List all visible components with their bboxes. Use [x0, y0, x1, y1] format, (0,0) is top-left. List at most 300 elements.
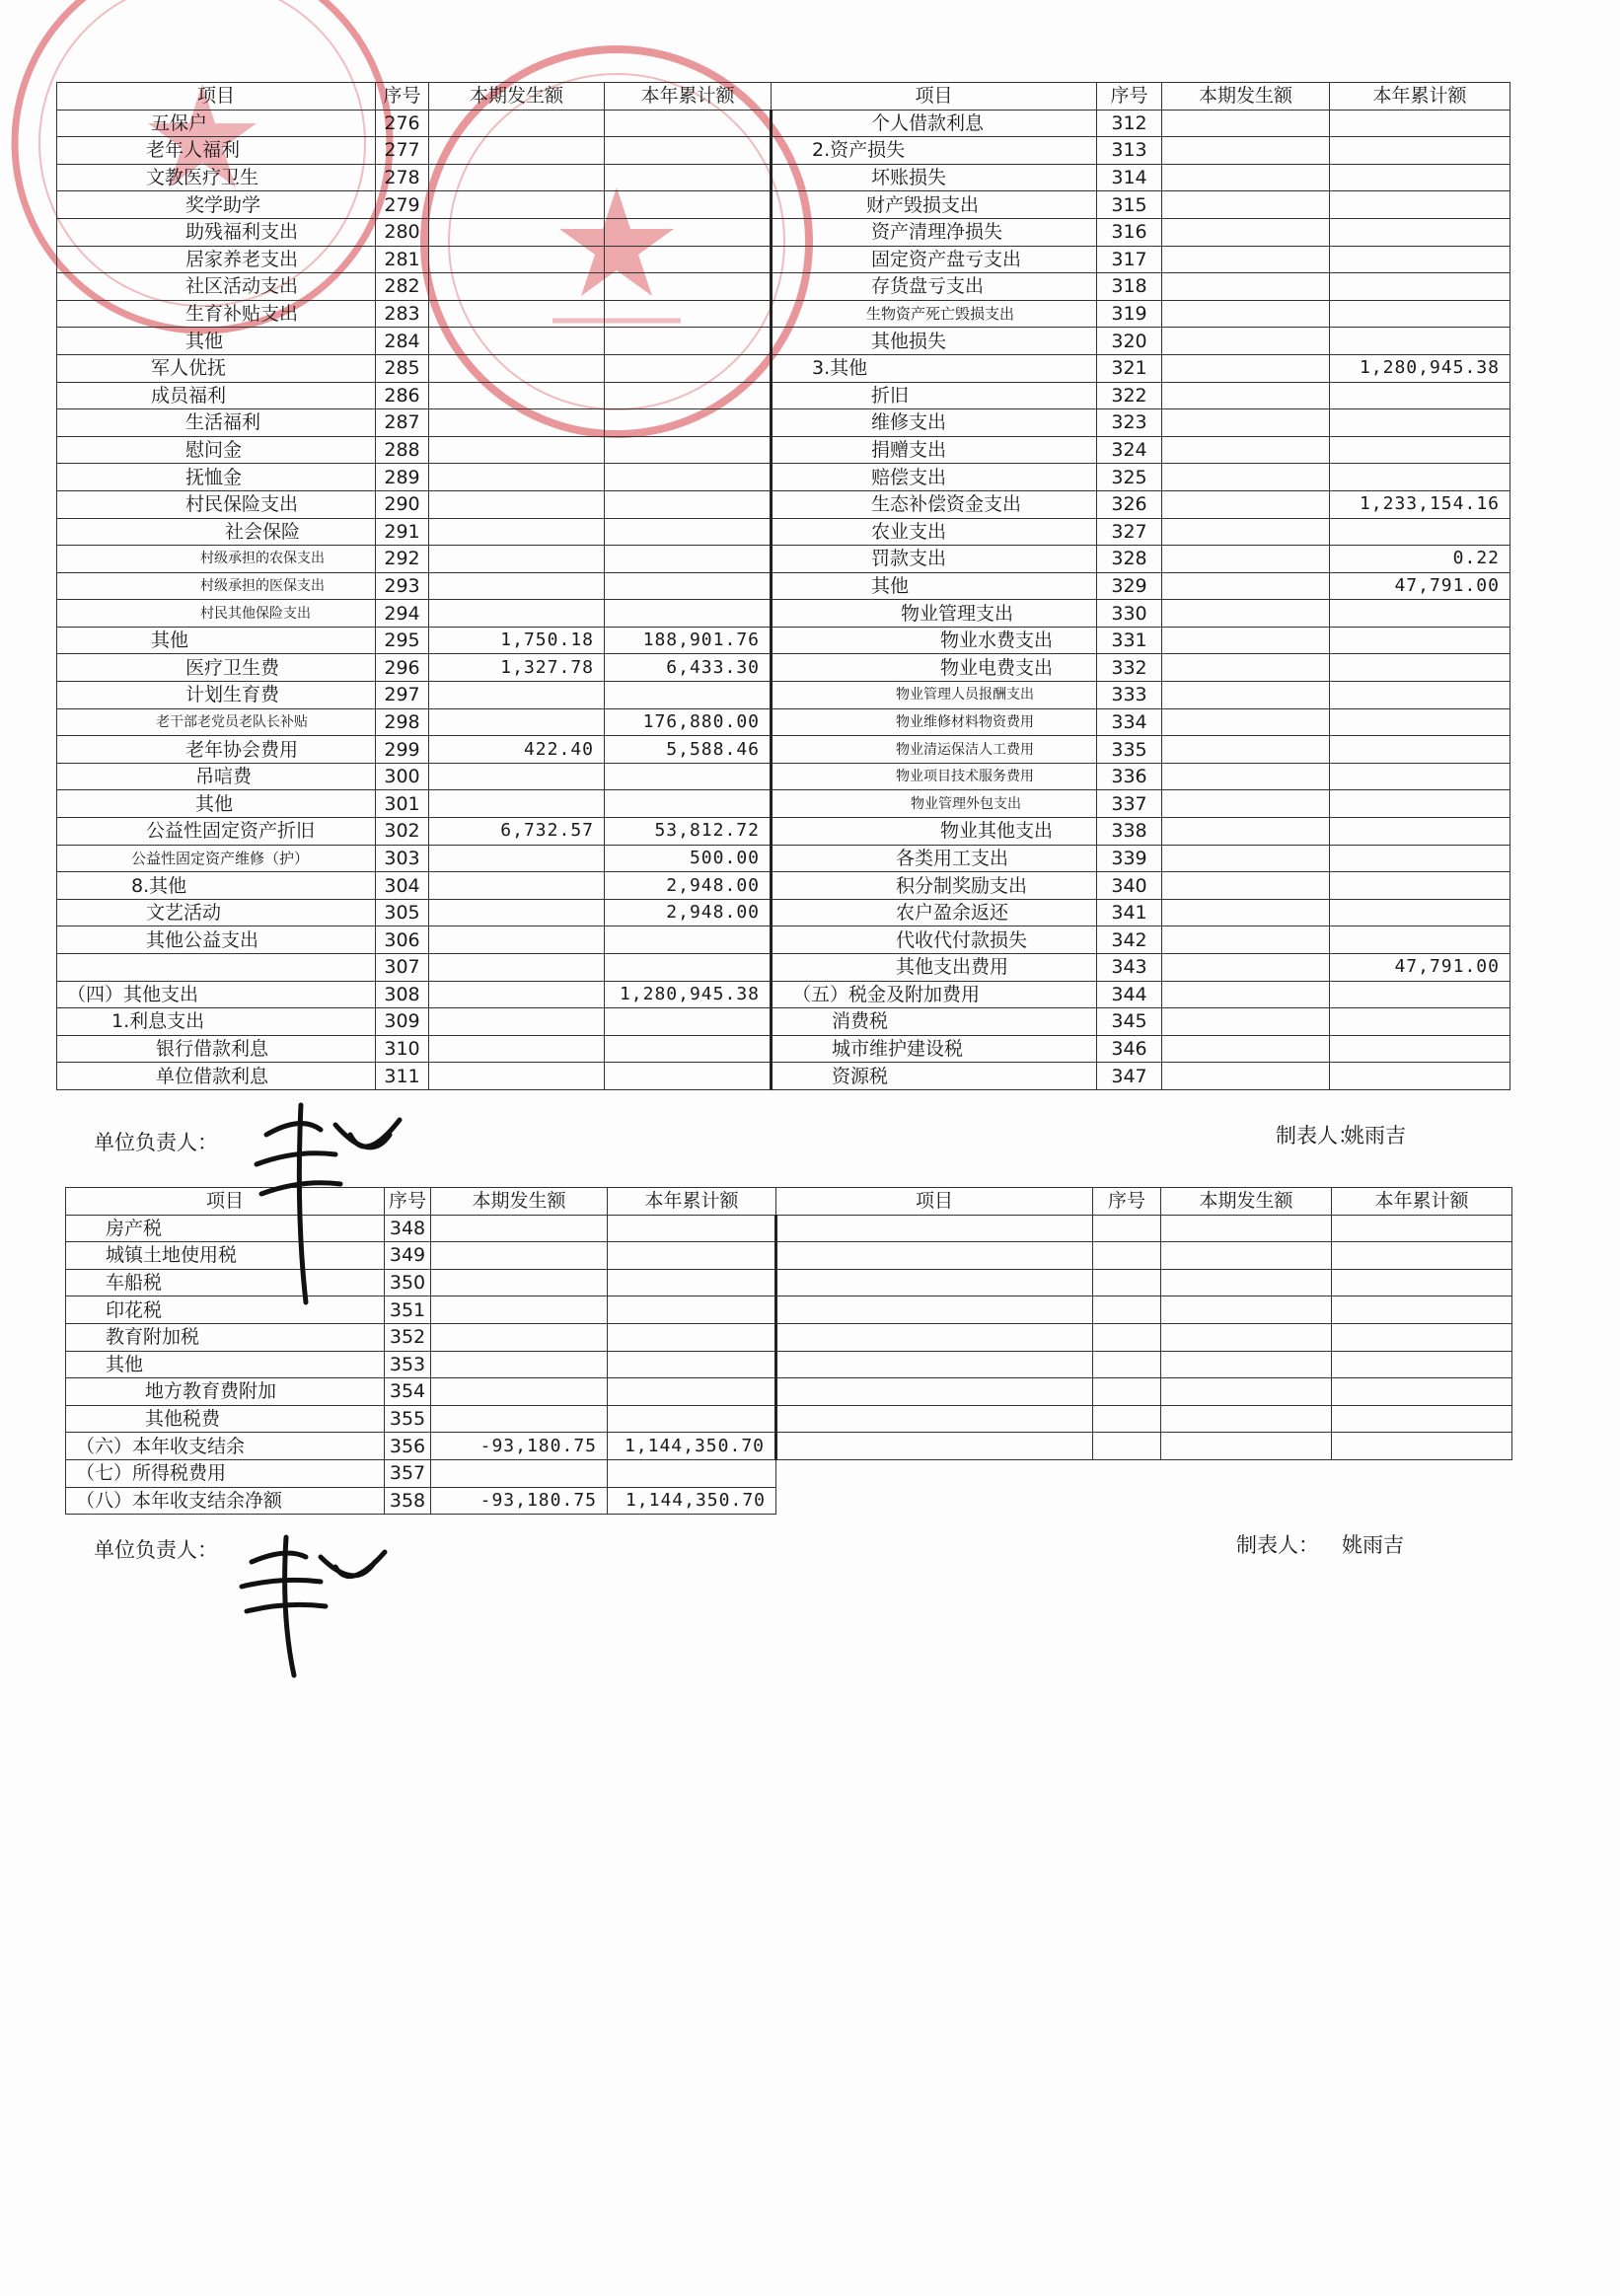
ytd-amount-cell — [605, 954, 772, 982]
table-row — [57, 246, 1510, 273]
ytd-amount-cell — [608, 1459, 776, 1487]
ytd-amount-cell — [605, 218, 772, 246]
ytd-amount-cell: 500.00 — [605, 845, 772, 872]
period-amount-cell — [431, 1378, 608, 1406]
table-row — [66, 1405, 1512, 1433]
ytd-amount-cell — [608, 1215, 776, 1242]
seq-number-cell: 294 — [376, 600, 429, 628]
period-amount-cell — [429, 382, 605, 409]
ytd-amount-cell — [1332, 1433, 1512, 1460]
ytd-amount-cell: 2,948.00 — [605, 899, 772, 926]
period-amount-cell — [1162, 300, 1330, 328]
item-name-cell: 社会保险 — [57, 518, 376, 546]
item-name-cell: （七）所得税费用 — [66, 1459, 385, 1487]
item-name-cell: 其他 — [772, 572, 1097, 600]
period-amount-cell — [1161, 1323, 1332, 1351]
item-name-cell — [776, 1296, 1093, 1324]
period-amount-cell — [1162, 1035, 1330, 1063]
period-amount-cell — [1162, 1008, 1330, 1036]
table-row — [57, 682, 1510, 709]
period-amount-cell — [429, 926, 605, 954]
item-name-cell: （八）本年收支结余净额 — [66, 1487, 385, 1515]
item-name-cell: 其他损失 — [772, 328, 1097, 355]
seq-number-cell: 350 — [385, 1269, 431, 1296]
table-row — [57, 300, 1510, 328]
seq-number-cell: 318 — [1097, 273, 1162, 301]
period-amount-cell — [429, 273, 605, 301]
ytd-amount-cell — [605, 164, 772, 191]
table-row — [57, 763, 1510, 790]
period-amount-cell: 1,327.78 — [429, 654, 605, 682]
item-name-cell: 车船税 — [66, 1269, 385, 1296]
item-name-cell: 捐赠支出 — [772, 436, 1097, 464]
period-amount-cell — [429, 790, 605, 818]
ytd-amount-cell — [605, 926, 772, 954]
seq-number-cell: 287 — [376, 409, 429, 437]
ytd-amount-cell — [1332, 1296, 1512, 1324]
preparer-name: 姚雨吉 — [1344, 1124, 1406, 1148]
table-row — [57, 1008, 1510, 1036]
seq-number-cell: 351 — [385, 1296, 431, 1324]
ytd-amount-cell — [1330, 1063, 1510, 1090]
item-name-cell: 慰问金 — [57, 436, 376, 464]
item-name-cell: 物业水费支出 — [772, 627, 1097, 654]
period-amount-cell — [429, 546, 605, 573]
ytd-amount-cell: 47,791.00 — [1330, 572, 1510, 600]
seq-number-cell: 319 — [1097, 300, 1162, 328]
period-amount-cell — [1162, 736, 1330, 764]
period-amount-cell — [429, 246, 605, 273]
period-amount-cell — [1161, 1242, 1332, 1270]
seq-number-cell: 281 — [376, 246, 429, 273]
period-amount-cell — [1162, 354, 1330, 382]
item-name-cell — [776, 1433, 1093, 1460]
preparer-label: 制表人： — [1236, 1533, 1319, 1557]
item-name-cell: 村级承担的医保支出 — [57, 572, 376, 600]
ytd-amount-cell — [605, 300, 772, 328]
ytd-amount-cell — [1330, 654, 1510, 682]
preparer-name: 姚雨吉 — [1342, 1533, 1404, 1557]
ytd-amount-cell — [1330, 436, 1510, 464]
ytd-amount-cell — [1330, 981, 1510, 1008]
ytd-amount-cell: 188,901.76 — [605, 627, 772, 654]
seq-number-cell: 332 — [1097, 654, 1162, 682]
period-amount-cell — [429, 354, 605, 382]
period-amount-cell — [1161, 1351, 1332, 1378]
ytd-amount-cell — [608, 1351, 776, 1378]
seq-number-cell: 356 — [385, 1433, 431, 1460]
period-amount-cell — [1162, 409, 1330, 437]
table-row — [66, 1242, 1512, 1270]
table-row — [57, 572, 1510, 600]
ytd-amount-cell — [1330, 872, 1510, 900]
seq-number-cell: 288 — [376, 436, 429, 464]
item-name-cell: 文艺活动 — [57, 899, 376, 926]
seq-number-cell: 284 — [376, 328, 429, 355]
item-name-cell: 老干部老党员老队长补贴 — [57, 708, 376, 736]
ytd-amount-cell — [1330, 790, 1510, 818]
seq-number-cell — [1093, 1378, 1161, 1406]
period-amount-cell — [429, 1035, 605, 1063]
item-name-cell: 物业管理人员报酬支出 — [772, 682, 1097, 709]
table-row — [57, 872, 1510, 900]
seq-number-cell — [1093, 1323, 1161, 1351]
seq-number-cell: 297 — [376, 682, 429, 709]
period-amount-cell — [1162, 137, 1330, 165]
ytd-amount-cell: 0.22 — [1330, 546, 1510, 573]
item-name-cell: 折旧 — [772, 382, 1097, 409]
ytd-amount-cell — [605, 137, 772, 165]
col-header-item: 项目 — [776, 1188, 1093, 1216]
table-row — [57, 354, 1510, 382]
period-amount-cell — [1162, 926, 1330, 954]
ytd-amount-cell — [608, 1405, 776, 1433]
item-name-cell: 计划生育费 — [57, 682, 376, 709]
seq-number-cell: 347 — [1097, 1063, 1162, 1090]
seq-number-cell: 286 — [376, 382, 429, 409]
ytd-amount-cell — [1330, 682, 1510, 709]
item-name-cell: 1.利息支出 — [57, 1008, 376, 1036]
seq-number-cell: 328 — [1097, 546, 1162, 573]
ytd-amount-cell — [605, 246, 772, 273]
col-header-period: 本期发生额 — [1162, 83, 1330, 111]
ytd-amount-cell — [605, 490, 772, 518]
col-header-ytd: 本年累计额 — [605, 83, 772, 111]
item-name-cell — [776, 1323, 1093, 1351]
ytd-amount-cell — [1330, 1035, 1510, 1063]
ytd-amount-cell — [1330, 818, 1510, 846]
col-header-item: 项目 — [66, 1188, 385, 1216]
ytd-amount-cell: 1,233,154.16 — [1330, 490, 1510, 518]
col-header-period: 本期发生额 — [1161, 1188, 1332, 1216]
period-amount-cell — [1162, 981, 1330, 1008]
period-amount-cell — [1162, 191, 1330, 219]
period-amount-cell — [429, 464, 605, 491]
period-amount-cell — [1162, 572, 1330, 600]
ytd-amount-cell — [1332, 1351, 1512, 1378]
ytd-amount-cell — [1332, 1215, 1512, 1242]
table-row — [57, 409, 1510, 437]
item-name-cell: 资产清理净损失 — [772, 218, 1097, 246]
ytd-amount-cell: 47,791.00 — [1330, 954, 1510, 982]
period-amount-cell — [429, 763, 605, 790]
seq-number-cell: 355 — [385, 1405, 431, 1433]
period-amount-cell — [431, 1405, 608, 1433]
ytd-amount-cell — [1330, 164, 1510, 191]
item-name-cell: 城镇土地使用税 — [66, 1242, 385, 1270]
seq-number-cell: 304 — [376, 872, 429, 900]
period-amount-cell: 6,732.57 — [429, 818, 605, 846]
ytd-amount-cell — [608, 1378, 776, 1406]
item-name-cell — [776, 1351, 1093, 1378]
seq-number-cell: 323 — [1097, 409, 1162, 437]
seq-number-cell: 310 — [376, 1035, 429, 1063]
table-row — [57, 654, 1510, 682]
ytd-amount-cell — [1332, 1242, 1512, 1270]
seq-number-cell: 349 — [385, 1242, 431, 1270]
preparer-label: 制表人： — [1276, 1124, 1359, 1148]
ytd-amount-cell — [605, 763, 772, 790]
item-name-cell: 财产毁损支出 — [772, 191, 1097, 219]
seq-number-cell: 311 — [376, 1063, 429, 1090]
seq-number-cell: 300 — [376, 763, 429, 790]
item-name-cell: 单位借款利息 — [57, 1063, 376, 1090]
table-row — [66, 1378, 1512, 1406]
table-row — [57, 818, 1510, 846]
ytd-amount-cell — [608, 1269, 776, 1296]
period-amount-cell — [1162, 682, 1330, 709]
col-header-item: 项目 — [772, 83, 1097, 111]
table-row — [57, 1035, 1510, 1063]
seq-number-cell: 326 — [1097, 490, 1162, 518]
item-name-cell: 物业电费支出 — [772, 654, 1097, 682]
item-name-cell: 助残福利支出 — [57, 218, 376, 246]
col-header-seq: 序号 — [1097, 83, 1162, 111]
period-amount-cell — [1162, 110, 1330, 137]
item-name-cell: 奖学助学 — [57, 191, 376, 219]
item-name-cell: 罚款支出 — [772, 546, 1097, 573]
ytd-amount-cell — [1330, 409, 1510, 437]
period-amount-cell: 1,750.18 — [429, 627, 605, 654]
seq-number-cell: 344 — [1097, 981, 1162, 1008]
seq-number-cell: 298 — [376, 708, 429, 736]
expense-table-upper — [56, 82, 1510, 1090]
period-amount-cell — [1162, 246, 1330, 273]
seq-number-cell: 357 — [385, 1459, 431, 1487]
item-name-cell — [776, 1378, 1093, 1406]
seq-number-cell — [1093, 1242, 1161, 1270]
seq-number-cell — [1093, 1351, 1161, 1378]
seq-number-cell: 312 — [1097, 110, 1162, 137]
item-name-cell: 村民其他保险支出 — [57, 600, 376, 628]
ytd-amount-cell — [605, 546, 772, 573]
col-header-period: 本期发生额 — [431, 1188, 608, 1216]
seq-number-cell: 302 — [376, 818, 429, 846]
period-amount-cell — [1162, 627, 1330, 654]
seq-number-cell: 280 — [376, 218, 429, 246]
ytd-amount-cell — [605, 1008, 772, 1036]
period-amount-cell — [1161, 1215, 1332, 1242]
item-name-cell: 物业清运保洁人工费用 — [772, 736, 1097, 764]
seq-number-cell: 309 — [376, 1008, 429, 1036]
item-name-cell: 其他 — [57, 790, 376, 818]
seq-number-cell: 317 — [1097, 246, 1162, 273]
ytd-amount-cell — [608, 1296, 776, 1324]
seq-number-cell — [1093, 1215, 1161, 1242]
item-name-cell: 赔偿支出 — [772, 464, 1097, 491]
table-row — [57, 191, 1510, 219]
period-amount-cell — [1162, 872, 1330, 900]
period-amount-cell — [1162, 164, 1330, 191]
ytd-amount-cell — [605, 110, 772, 137]
period-amount-cell — [429, 110, 605, 137]
period-amount-cell — [429, 572, 605, 600]
ytd-amount-cell — [1330, 1008, 1510, 1036]
item-name-cell: 银行借款利息 — [57, 1035, 376, 1063]
period-amount-cell — [1162, 818, 1330, 846]
seq-number-cell: 329 — [1097, 572, 1162, 600]
seq-number-cell: 295 — [376, 627, 429, 654]
col-header-ytd: 本年累计额 — [608, 1188, 776, 1216]
item-name-cell: 农户盈余返还 — [772, 899, 1097, 926]
table-row — [66, 1323, 1512, 1351]
seq-number-cell: 296 — [376, 654, 429, 682]
period-amount-cell — [431, 1269, 608, 1296]
table-row — [57, 436, 1510, 464]
period-amount-cell — [1162, 654, 1330, 682]
item-name-cell: 老年协会费用 — [57, 736, 376, 764]
item-name-cell: 文教医疗卫生 — [57, 164, 376, 191]
ytd-amount-cell — [1330, 736, 1510, 764]
period-amount-cell — [1162, 708, 1330, 736]
seq-number-cell: 348 — [385, 1215, 431, 1242]
unit-head-label: 单位负责人： — [94, 1131, 218, 1154]
seq-number-cell: 278 — [376, 164, 429, 191]
item-name-cell — [776, 1215, 1093, 1242]
ytd-amount-cell — [605, 273, 772, 301]
seq-number-cell: 322 — [1097, 382, 1162, 409]
ytd-amount-cell — [605, 790, 772, 818]
ytd-amount-cell — [1330, 600, 1510, 628]
ytd-amount-cell — [605, 436, 772, 464]
item-name-cell: 生育补贴支出 — [57, 300, 376, 328]
ytd-amount-cell — [1330, 137, 1510, 165]
period-amount-cell — [1162, 954, 1330, 982]
period-amount-cell — [429, 490, 605, 518]
item-name-cell: 3.其他 — [772, 354, 1097, 382]
item-name-cell: 积分制奖励支出 — [772, 872, 1097, 900]
item-name-cell — [776, 1269, 1093, 1296]
col-header-seq: 序号 — [385, 1188, 431, 1216]
period-amount-cell — [429, 518, 605, 546]
item-name-cell: 地方教育费附加 — [66, 1378, 385, 1406]
table-row — [66, 1296, 1512, 1324]
seq-number-cell: 291 — [376, 518, 429, 546]
seq-number-cell: 289 — [376, 464, 429, 491]
seq-number-cell: 341 — [1097, 899, 1162, 926]
seq-number-cell: 324 — [1097, 436, 1162, 464]
item-name-cell: （四）其他支出 — [57, 981, 376, 1008]
ytd-amount-cell — [1330, 845, 1510, 872]
period-amount-cell — [1161, 1405, 1332, 1433]
item-name-cell: 其他 — [66, 1351, 385, 1378]
table-row — [57, 845, 1510, 872]
seq-number-cell: 305 — [376, 899, 429, 926]
seq-number-cell: 321 — [1097, 354, 1162, 382]
period-amount-cell — [429, 708, 605, 736]
table-row — [57, 518, 1510, 546]
item-name-cell: 坏账损失 — [772, 164, 1097, 191]
item-name-cell: 个人借款利息 — [772, 110, 1097, 137]
period-amount-cell — [1161, 1378, 1332, 1406]
item-name-cell: 物业管理支出 — [772, 600, 1097, 628]
ytd-amount-cell: 176,880.00 — [605, 708, 772, 736]
item-name-cell: 社区活动支出 — [57, 273, 376, 301]
table-row — [57, 464, 1510, 491]
period-amount-cell — [1161, 1269, 1332, 1296]
ytd-amount-cell: 1,144,350.70 — [608, 1487, 776, 1515]
period-amount-cell — [429, 682, 605, 709]
seq-number-cell: 327 — [1097, 518, 1162, 546]
seq-number-cell — [1093, 1296, 1161, 1324]
period-amount-cell — [429, 1008, 605, 1036]
item-name-cell: 成员福利 — [57, 382, 376, 409]
ytd-amount-cell: 2,948.00 — [605, 872, 772, 900]
table-row — [66, 1351, 1512, 1378]
item-name-cell: 存货盘亏支出 — [772, 273, 1097, 301]
ytd-amount-cell — [1332, 1269, 1512, 1296]
seq-number-cell: 335 — [1097, 736, 1162, 764]
seq-number-cell: 292 — [376, 546, 429, 573]
period-amount-cell — [1161, 1433, 1332, 1460]
seq-number-cell: 325 — [1097, 464, 1162, 491]
ytd-amount-cell — [605, 572, 772, 600]
item-name-cell: 医疗卫生费 — [57, 654, 376, 682]
seq-number-cell: 279 — [376, 191, 429, 219]
table-row — [66, 1487, 1512, 1515]
period-amount-cell — [429, 1063, 605, 1090]
period-amount-cell — [1162, 546, 1330, 573]
table-row — [57, 273, 1510, 301]
ytd-amount-cell — [605, 354, 772, 382]
table-row — [57, 382, 1510, 409]
item-name-cell: 居家养老支出 — [57, 246, 376, 273]
seq-number-cell: 340 — [1097, 872, 1162, 900]
expense-table-lower — [65, 1187, 1512, 1515]
col-header-period: 本期发生额 — [429, 83, 605, 111]
seq-number-cell: 306 — [376, 926, 429, 954]
item-name-cell: 维修支出 — [772, 409, 1097, 437]
item-name-cell: 资源税 — [772, 1063, 1097, 1090]
ytd-amount-cell — [1330, 763, 1510, 790]
item-name-cell: 其他 — [57, 328, 376, 355]
table-row — [57, 137, 1510, 165]
ytd-amount-cell: 1,280,945.38 — [1330, 354, 1510, 382]
item-name-cell: （五）税金及附加费用 — [772, 981, 1097, 1008]
item-name-cell: 8.其他 — [57, 872, 376, 900]
period-amount-cell: -93,180.75 — [431, 1433, 608, 1460]
period-amount-cell — [1162, 218, 1330, 246]
period-amount-cell — [431, 1323, 608, 1351]
table-row — [57, 981, 1510, 1008]
item-name-cell: 房产税 — [66, 1215, 385, 1242]
table-row — [57, 627, 1510, 654]
seq-number-cell: 339 — [1097, 845, 1162, 872]
period-amount-cell — [429, 137, 605, 165]
item-name-cell: 固定资产盘亏支出 — [772, 246, 1097, 273]
period-amount-cell — [1162, 464, 1330, 491]
table-row — [57, 546, 1510, 573]
ytd-amount-cell — [1330, 382, 1510, 409]
item-name-cell: 物业项目技术服务费用 — [772, 763, 1097, 790]
seq-number-cell — [1093, 1433, 1161, 1460]
item-name-cell: 农业支出 — [772, 518, 1097, 546]
item-name-cell — [57, 954, 376, 982]
table-row — [57, 954, 1510, 982]
seq-number-cell: 352 — [385, 1323, 431, 1351]
ytd-amount-cell — [608, 1242, 776, 1270]
ytd-amount-cell — [1330, 464, 1510, 491]
period-amount-cell — [429, 218, 605, 246]
period-amount-cell — [429, 899, 605, 926]
table-row — [66, 1269, 1512, 1296]
period-amount-cell — [429, 164, 605, 191]
table-row — [57, 328, 1510, 355]
seq-number-cell: 299 — [376, 736, 429, 764]
seq-number-cell: 314 — [1097, 164, 1162, 191]
period-amount-cell — [1162, 518, 1330, 546]
period-amount-cell — [1162, 600, 1330, 628]
